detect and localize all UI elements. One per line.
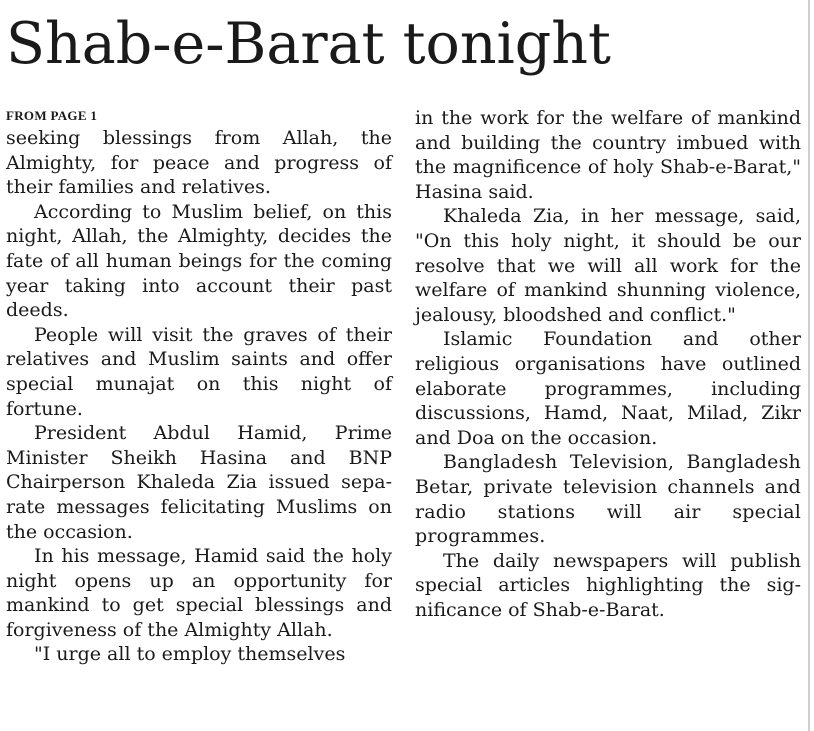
body-paragraph: In his message, Hamid said the holy night opens up an opportunity for mankind to get special blessings and forgiveness of the Almighty Allah. [6,545,392,641]
body-paragraph: seeking blessings from Allah, the Almighty, for peace and progress of their families and relatives. [6,127,392,199]
body-paragraph: Islamic Foundation and other religious organisations have outlined elaborate programmes, including discussions, Hamd, Naat, Milad, Zikr and Doa on the occasion. [415,328,801,449]
jump-line: FROM PAGE 1 [6,108,98,123]
body-paragraph: According to Muslim belief, on this night, Allah, the Almighty, decides the fate of all human beings for the coming year taking into account their past deeds. [6,200,392,322]
body-paragraph: "I urge all to employ themselves [34,643,346,666]
body-paragraph: Bangladesh Television, Bangladesh Betar, private television channels and radio stations will air special programmes. [415,451,801,548]
article-headline: Shab-e-Barat tonight [6,11,611,77]
body-paragraph: President Abdul Hamid, Prime Minister Sheikh Hasina and BNP Chairperson Khaleda Zia issued separate messages felicitating Muslims on the occasion. [6,422,392,543]
column-rule [808,0,810,731]
article-column-right [415,106,801,622]
body-paragraph: The daily newspapers will publish special articles highlighting the significance of Shab-e-Barat. [415,549,801,621]
article-column-left [6,106,392,667]
body-paragraph: People will visit the graves of their relatives and Muslim saints and offer special munajat on this night of fortune. [6,323,392,420]
body-paragraph: Khaleda Zia, in her message, said, "On this holy night, it should be our resolve that we will all work for the welfare of mankind shunning violence, jealousy, bloodshed and conflict." [415,205,801,326]
body-paragraph: in the work for the welfare of mankind and building the country imbued with the magnificence of holy Shab-e-Barat," Hasina said. [415,107,801,203]
